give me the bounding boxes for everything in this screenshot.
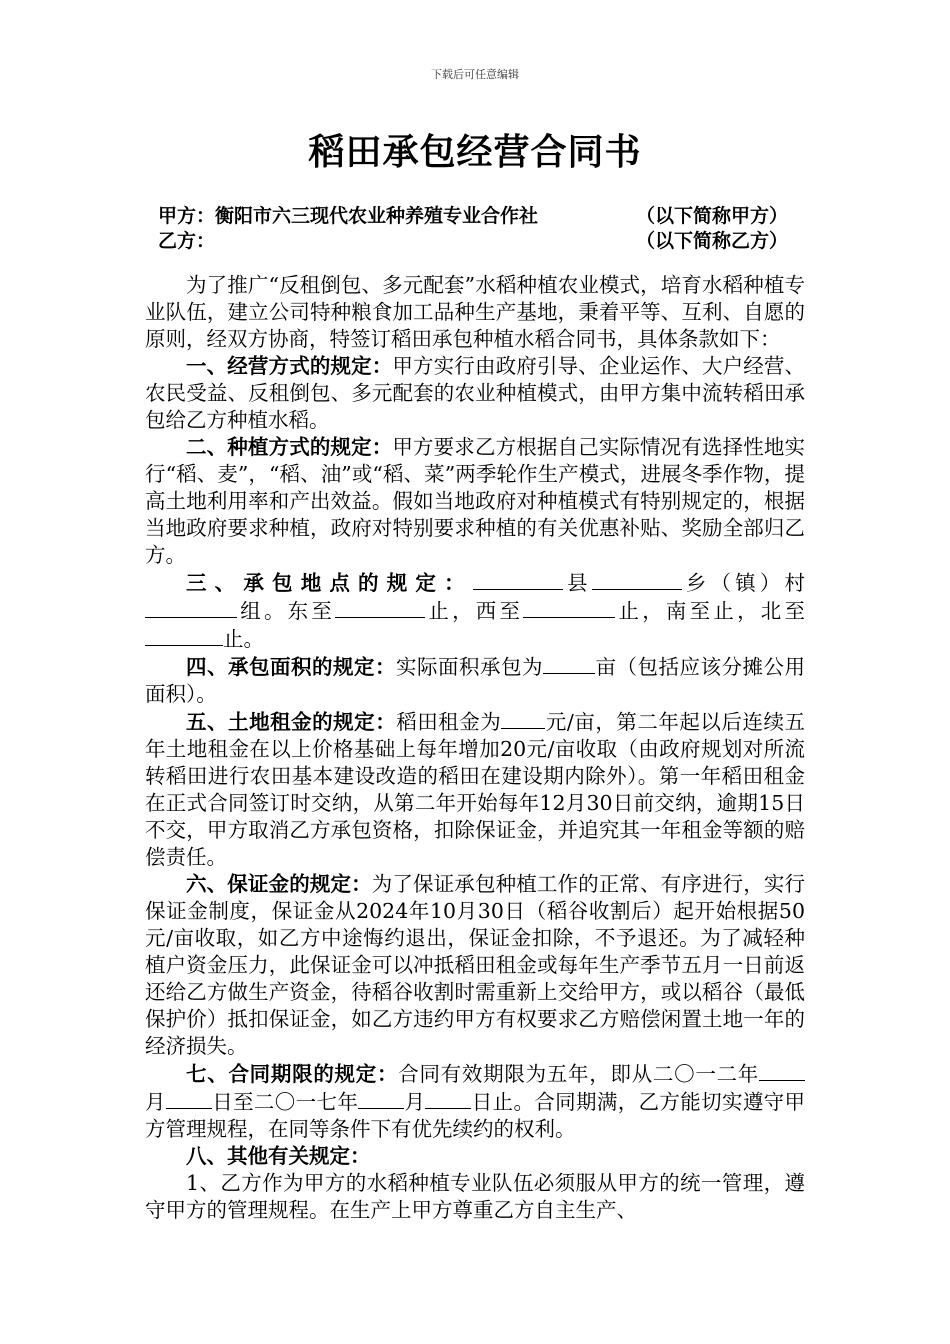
start-day-blank[interactable] xyxy=(166,1088,212,1109)
clause-4 xyxy=(145,653,805,708)
party-a-line xyxy=(158,201,788,228)
clause-8-heading: 八、其他有关规定： xyxy=(186,1144,371,1168)
party-b-note: （以下简称乙方） xyxy=(635,230,788,252)
start-month-blank[interactable] xyxy=(759,1060,805,1081)
village-blank[interactable] xyxy=(145,597,237,618)
clause-2 xyxy=(145,434,805,569)
clause-6 xyxy=(145,871,805,1060)
clause-8-item-1: 1、乙方作为甲方的水稻种植专业队伍必须服从甲方的统一管理，遵守甲方的管理规程。在生产上甲方尊重乙方自主生产、 xyxy=(145,1171,805,1222)
clause-7-text-4: 月 xyxy=(404,1090,426,1114)
township-blank[interactable] xyxy=(592,569,682,590)
county-blank[interactable] xyxy=(473,569,563,590)
west-blank[interactable] xyxy=(523,597,615,618)
area-blank[interactable] xyxy=(543,653,595,674)
contract-body xyxy=(145,272,805,1224)
clause-5-text-1: 稻田租金为 xyxy=(396,710,502,734)
header-note: 下载后可任意编辑 xyxy=(431,68,519,81)
end-month-blank[interactable] xyxy=(358,1088,404,1109)
clause-5-heading: 五、土地租金的规定： xyxy=(186,710,397,734)
clause-3-text-5: 止，南至止，北至 xyxy=(615,599,806,623)
clause-4-text-1: 实际面积承包为 xyxy=(396,655,543,679)
clause-3-text-4: 止，西至 xyxy=(425,599,524,623)
clause-6-heading: 六、保证金的规定： xyxy=(186,872,372,896)
clause-5-text-2: 元/亩，第二年起以后连续五年土地租金在以上价格基础上每年增加20元/亩收取（由政府规划对所流转稻田进行农田基本建设改造的稻田在建设期内除外）。第一年稻田租金在正式合同签订时交纳，从第二年开始每年12月30日前交纳，逾期15日不交，甲方取消乙方承包资格，扣除保证金，并追究其一年租金等额的赔偿责任。 xyxy=(145,710,806,869)
clause-7-text-1: 合同有效期限为五年，即从二〇一二年 xyxy=(398,1062,760,1086)
clause-2-text: 甲方要求乙方根据自己实际情况有选择性地实行“稻、麦”，“稻、油”或“稻、菜”两季轮作生产模式，进展冬季作物，提高土地利用率和产出效益。假如当地政府对种植模式有特别规定的，根据当地政府要求种植，政府对特别要求种植的有关优惠补贴、奖励全部归乙方。 xyxy=(145,435,806,567)
east-blank[interactable] xyxy=(335,597,425,618)
end-day-blank[interactable] xyxy=(425,1088,471,1109)
clause-3-heading: 三、承包地点的规定： xyxy=(186,571,473,595)
clause-4-heading: 四、承包面积的规定： xyxy=(186,655,396,679)
clause-3 xyxy=(145,569,805,653)
party-a-label: 甲方：衡阳市六三现代农业种养殖专业合作社 xyxy=(158,205,539,227)
clause-5 xyxy=(145,708,805,871)
party-a-note: （以下简称甲方） xyxy=(635,205,788,227)
clause-8 xyxy=(145,1143,805,1170)
clause-6-text: 为了保证承包种植工作的正常、有序进行，实行保证金制度，保证金从2024年10月30日（稻谷收割后）起开始根据50元/亩收取，如乙方中途悔约退出，保证金扣除，不予退还。为了减轻种植户资金压力，此保证金可以冲抵稻田租金或每年生产季节五月一日前返还给乙方做生产资金，待稻谷收割时需重新上交给甲方，或以稻谷（最低保护价）抵扣保证金，如乙方违约甲方有权要求乙方赔偿闲置土地一年的经济损失。 xyxy=(145,872,806,1058)
party-b-line xyxy=(158,226,788,253)
document-title: 稻田承包经营合同书 xyxy=(308,131,642,173)
clause-3-text-6: 止。 xyxy=(223,627,264,651)
intro-paragraph: 为了推广“反租倒包、多元配套”水稻种植农业模式，培育水稻种植专业队伍，建立公司特种粮食加工品种生产基地，秉着平等、互利、自愿的原则，经双方协商，特签订稻田承包种植水稻合同书，具体条款如下： xyxy=(145,273,805,351)
clause-1-text: 甲方实行由政府引导、企业运作、大户经营、农民受益、反租倒包、多元配套的农业种植模式，由甲方集中流转稻田承包给乙方种植水稻。 xyxy=(145,354,806,432)
north-blank[interactable] xyxy=(145,625,223,646)
clause-7-heading: 七、合同期限的规定： xyxy=(186,1062,399,1086)
clause-7-text-3: 日至二〇一七年 xyxy=(211,1090,359,1114)
clause-2-heading: 二、种植方式的规定： xyxy=(186,435,393,459)
clause-7-text-2: 月 xyxy=(145,1090,166,1114)
clause-1-heading: 一、经营方式的规定： xyxy=(186,354,393,378)
clause-1 xyxy=(145,353,805,434)
clause-3-text-1: 县 xyxy=(562,571,592,595)
clause-4-text-2: 亩（包括应该分摊公用面积）。 xyxy=(145,655,805,706)
clause-3-text-2: 乡（镇）村 xyxy=(681,571,806,595)
clause-7 xyxy=(145,1060,805,1143)
party-b-label: 乙方： xyxy=(158,230,216,252)
rent-blank[interactable] xyxy=(501,708,545,729)
clause-7-text-5: 日止。合同期满，乙方能切实遵守甲方管理规程，在同等条件下有优先续约的权利。 xyxy=(145,1090,806,1141)
clause-3-text-3: 组。东至 xyxy=(237,599,336,623)
